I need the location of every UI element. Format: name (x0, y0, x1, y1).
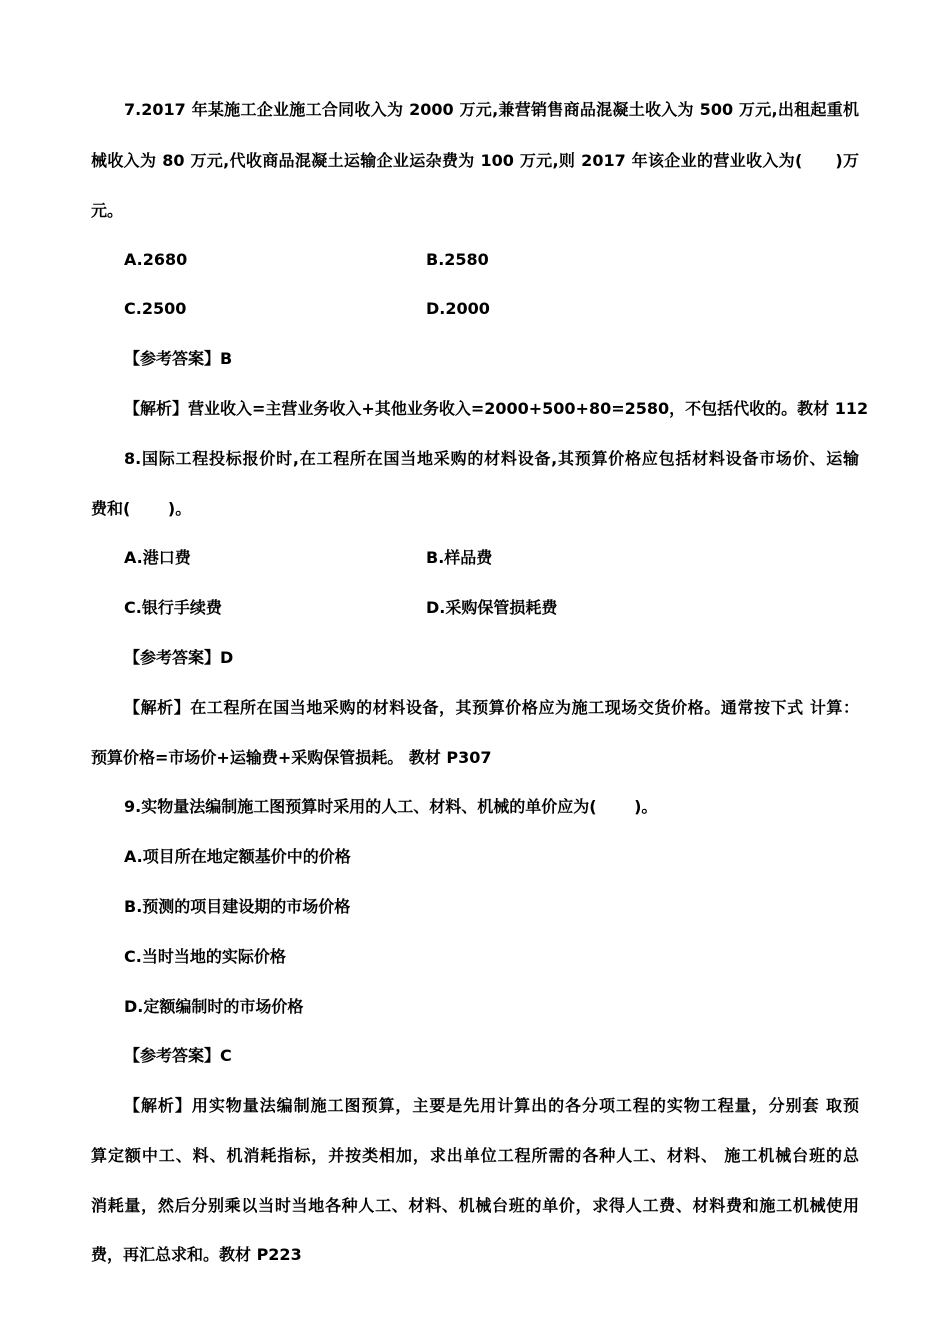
q7-stem-line-2: 械收入为 80 万元,代收商品混凝土运输企业运杂费为 100 万元,则 2017 年该企业的营业收入为( )万 (91, 151, 859, 170)
q9-stem-line-1: 9.实物量法编制施工图预算时采用的人工、材料、机械的单价应为( )。 (124, 797, 658, 816)
q7-stem-line-3: 元。 (91, 201, 124, 220)
q9-option-b: B.预测的项目建设期的市场价格 (124, 897, 351, 916)
q9-option-d: D.定额编制时的市场价格 (124, 997, 304, 1016)
q9-option-a: A.项目所在地定额基价中的价格 (124, 847, 351, 866)
q7-answer: 【参考答案】B (124, 349, 233, 368)
q8-analysis-line-2: 预算价格=市场价+运输费+采购保管损耗。 教材 P307 (91, 748, 492, 767)
q9-analysis-line-3: 消耗量，然后分别乘以当时当地各种人工、材料、机械台班的单价，求得人工费、材料费和施工机械使用 (91, 1196, 859, 1215)
q7-option-a: A.2680 (124, 250, 188, 269)
q7-analysis-line-1: 【解析】营业收入=主营业务收入+其他业务收入=2000+500+80=2580，不包括代收的。教材 112 (124, 399, 869, 418)
q7-option-c: C.2500 (124, 299, 187, 318)
q7-option-b: B.2580 (426, 250, 489, 269)
q8-option-a: A.港口费 (124, 548, 191, 567)
q9-analysis-line-4: 费，再汇总求和。教材 P223 (91, 1245, 302, 1264)
q9-analysis-line-1: 【解析】用实物量法编制施工图预算，主要是先用计算出的各分项工程的实物工程量，分别套 取预 (124, 1096, 859, 1115)
q7-stem-line-1: 7.2017 年某施工企业施工合同收入为 2000 万元,兼营销售商品混凝土收入为 500 万元,出租起重机 (124, 100, 859, 119)
q8-stem-line-1: 8.国际工程投标报价时,在工程所在国当地采购的材料设备,其预算价格应包括材料设备市场价、运输 (124, 449, 859, 468)
q9-analysis-line-2: 算定额中工、料、机消耗指标，并按类相加，求出单位工程所需的各种人工、材料、 施工机械台班的总 (91, 1146, 859, 1165)
q8-option-b: B.样品费 (426, 548, 493, 567)
q8-analysis-line-1: 【解析】在工程所在国当地采购的材料设备，其预算价格应为施工现场交货价格。通常按下式 计算： (124, 698, 859, 717)
q7-option-d: D.2000 (426, 299, 490, 318)
q9-answer: 【参考答案】C (124, 1046, 232, 1065)
q8-option-d: D.采购保管损耗费 (426, 598, 558, 617)
q8-answer: 【参考答案】D (124, 648, 234, 667)
q8-option-c: C.银行手续费 (124, 598, 222, 617)
q8-stem-line-2: 费和( )。 (91, 499, 192, 518)
q9-option-c: C.当时当地的实际价格 (124, 947, 286, 966)
